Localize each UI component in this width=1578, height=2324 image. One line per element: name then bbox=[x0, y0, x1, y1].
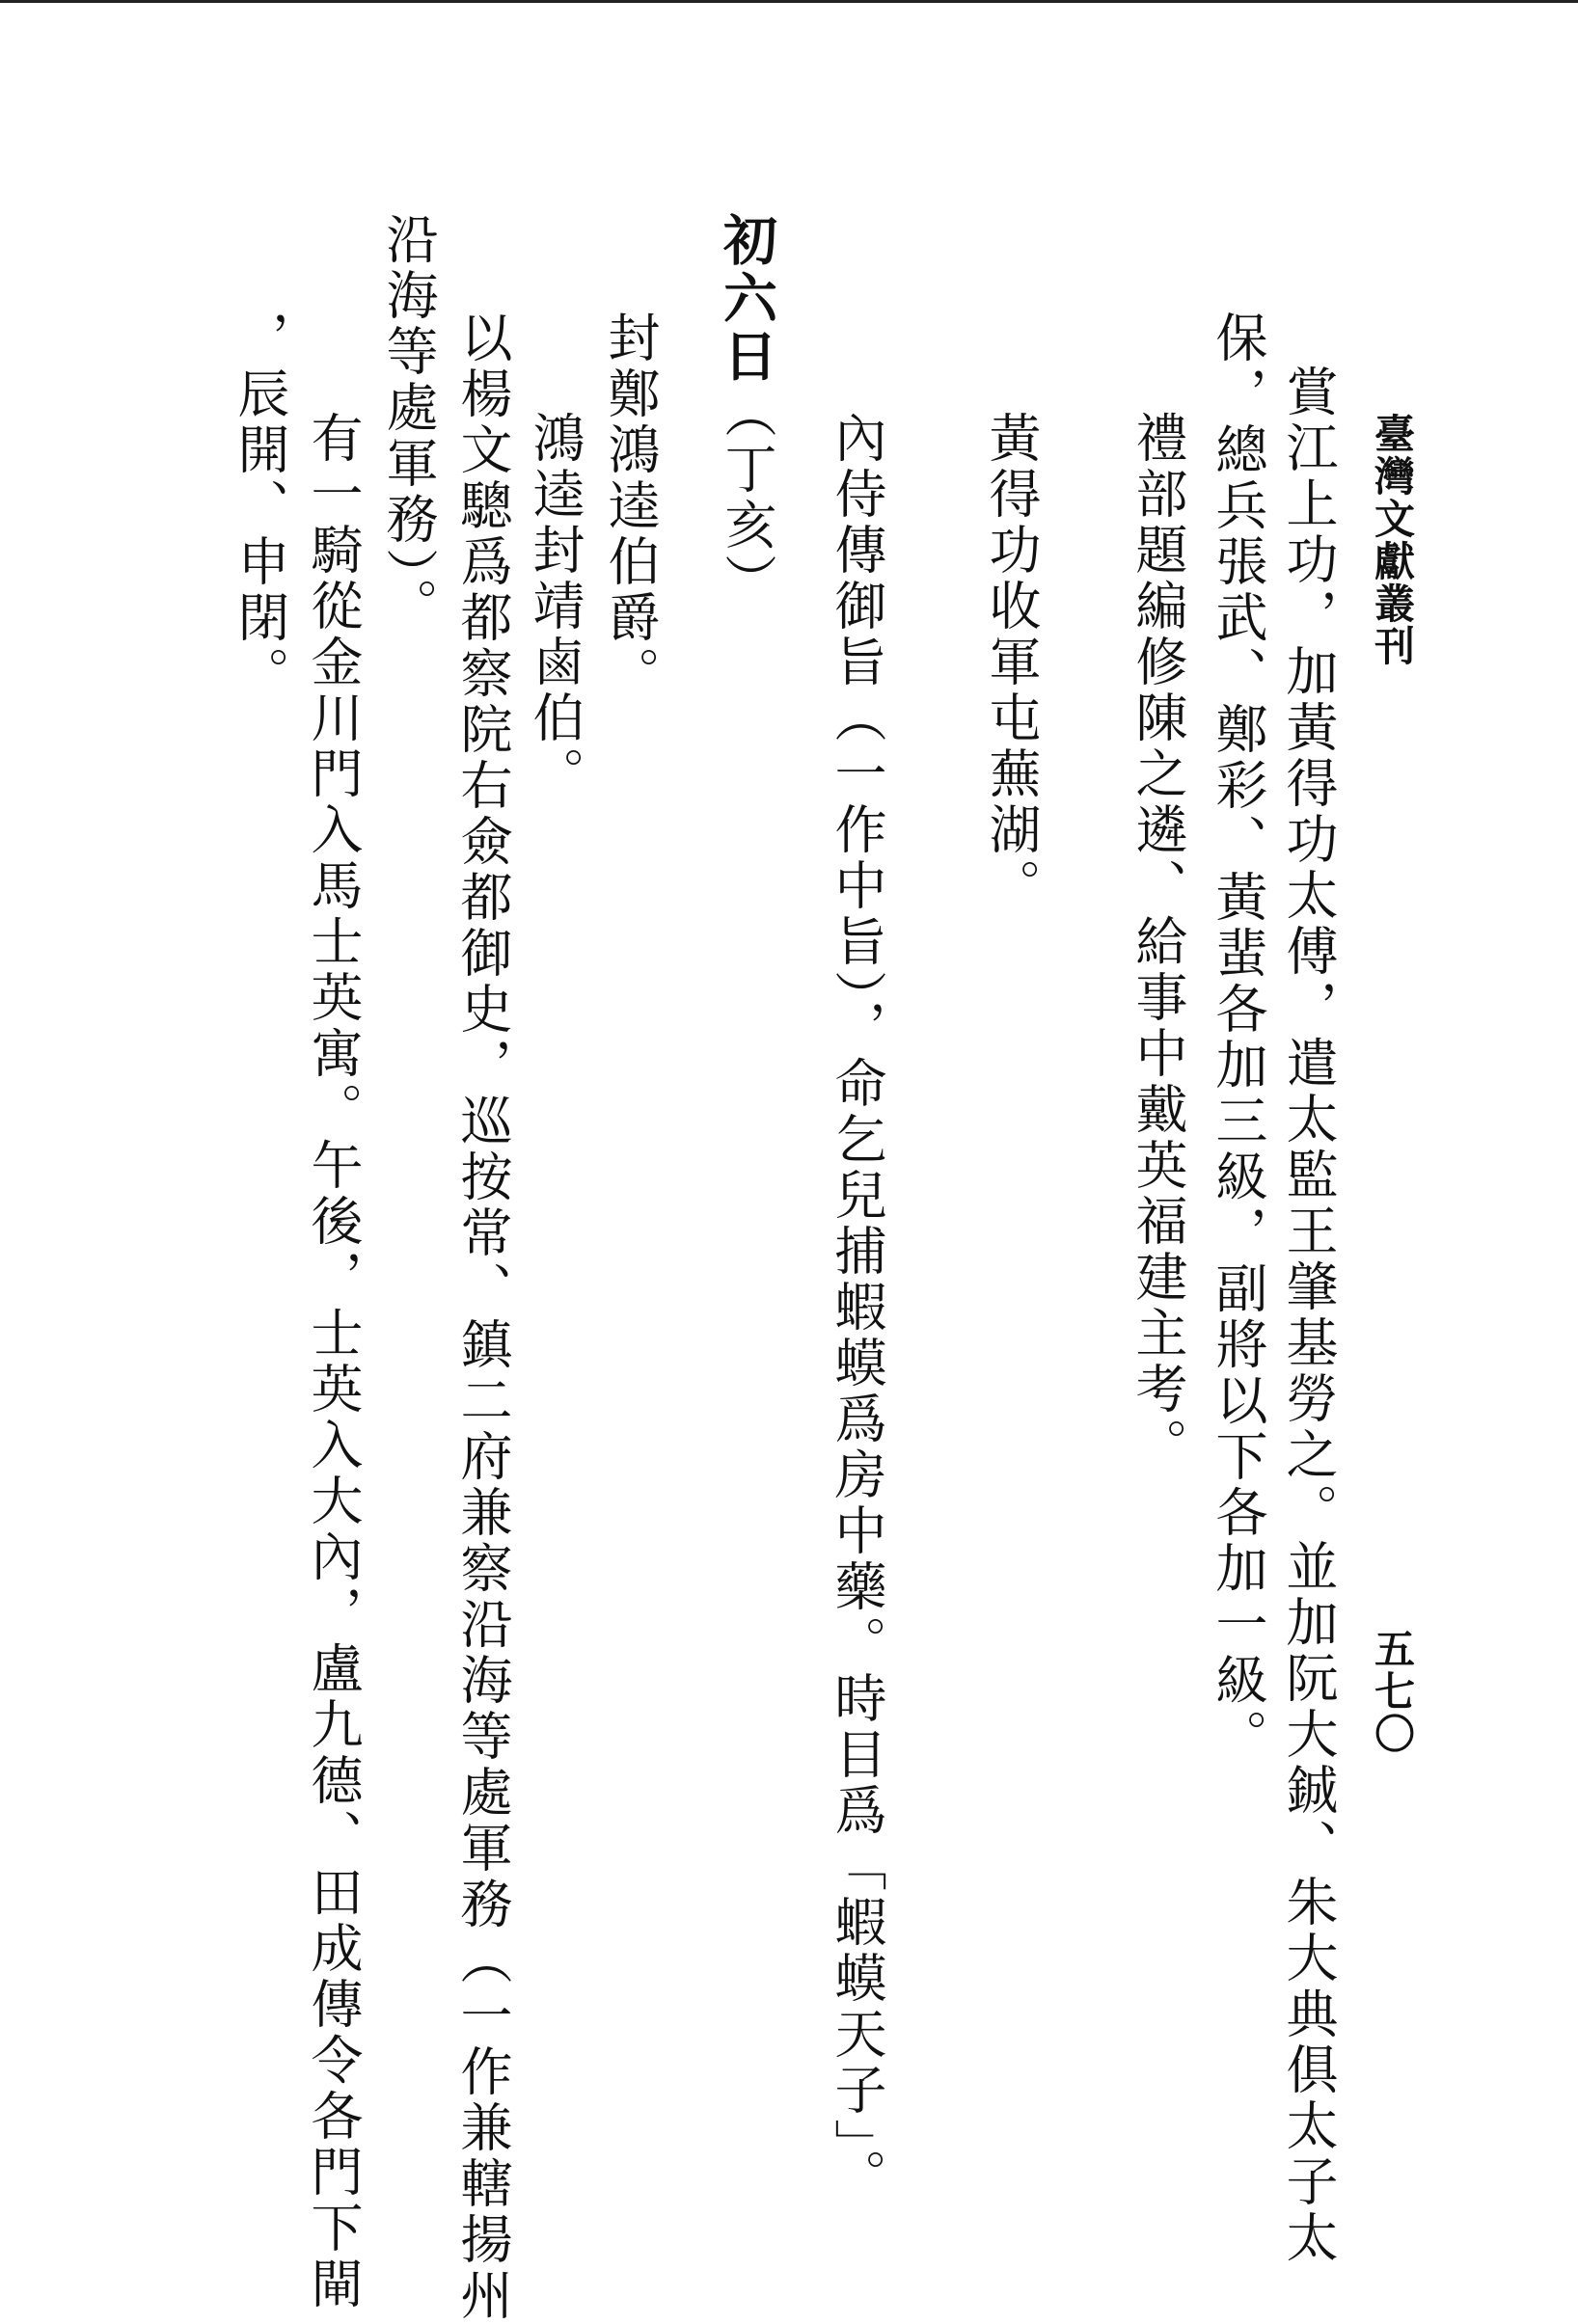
text-column-3: 禮部題編修陳之遴、給事中戴英福建主考。 bbox=[1128, 411, 1188, 1473]
date-heading: 初六日 bbox=[715, 212, 778, 386]
date-column bbox=[715, 212, 778, 609]
text-column-12: ，辰開、申閉。 bbox=[230, 311, 290, 702]
text-column-7: 封鄭鴻逵伯爵。 bbox=[600, 311, 661, 702]
text-column-10: 沿海等處軍務）。 bbox=[378, 212, 439, 634]
text-column-9: 以楊文驄爲都察院右僉都御史，巡按常、鎮二府兼察沿海等處軍務（一作兼轄揚州 bbox=[452, 311, 513, 2324]
text-column-5: 內侍傳御旨（一作中旨），命乞兒捕蝦蟆爲房中藥。時目爲「蝦蟆天子」。 bbox=[827, 411, 887, 2204]
page-number: 五七〇 bbox=[1369, 1628, 1416, 1755]
top-rule bbox=[0, 0, 1578, 3]
text-column-4: 黃得功收軍屯蕪湖。 bbox=[981, 411, 1042, 914]
text-column-1: 賞江上功，加黃得功太傅，遣太監王肇基勞之。並加阮大鋮、朱大典俱太子太 bbox=[1278, 365, 1339, 2266]
text-column-11: 有一騎從金川門入馬士英寓。午後，士英入大內，盧九德、田成傳令各門下閘 bbox=[303, 411, 364, 2312]
book-title: 臺灣文獻叢刊 bbox=[1369, 413, 1416, 667]
date-cyclical-note: （丁亥） bbox=[717, 386, 777, 609]
text-column-8: 鴻逵封靖鹵伯。 bbox=[525, 411, 585, 802]
text-column-2: 保，總兵張武、鄭彩、黃蜚各加三級，副將以下各加一級。 bbox=[1208, 311, 1268, 1765]
